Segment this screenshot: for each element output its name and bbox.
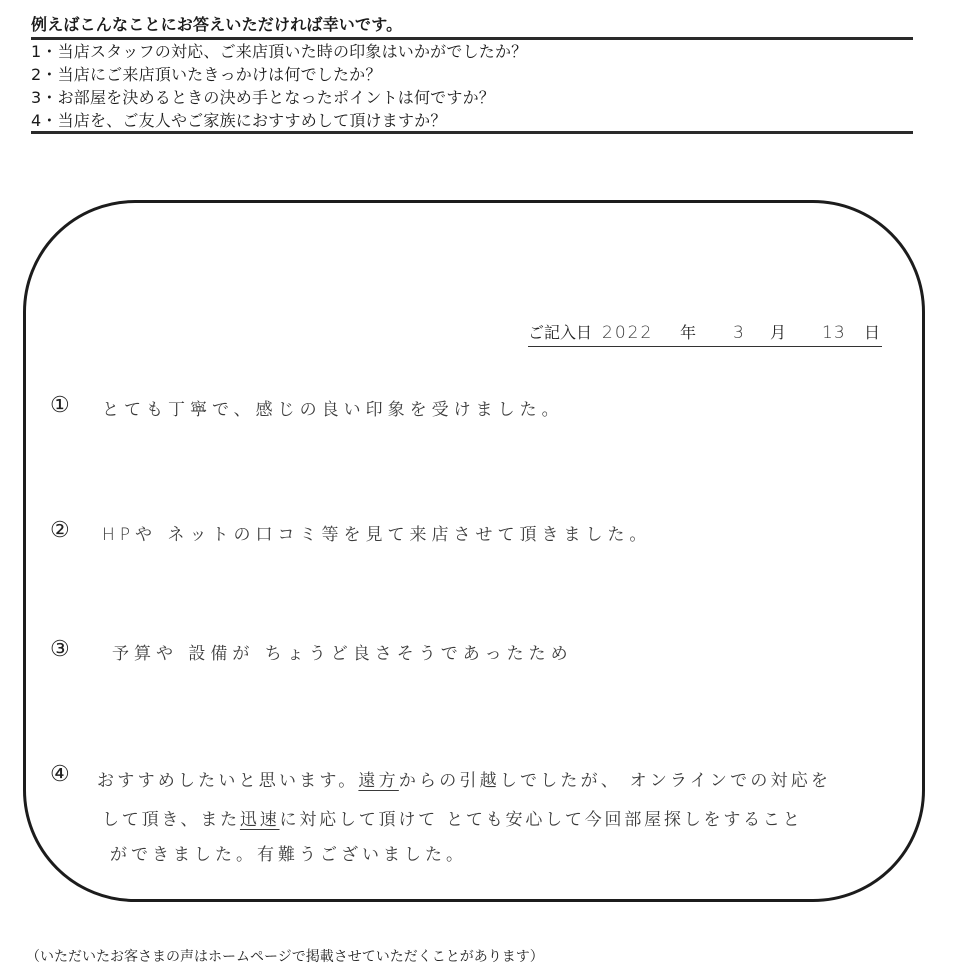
answer-4 [50, 762, 98, 787]
date-entry [528, 320, 882, 347]
question-3: 3・お部屋を決めるときの決め手となったポイントは何ですか？ [31, 88, 495, 107]
answer-number: ② [50, 518, 70, 543]
answer-number: ④ [50, 762, 70, 787]
answer-frame [23, 200, 925, 902]
answer-text: 予算や 設備が ちょうど良さそうであったため [112, 644, 573, 664]
day-unit: 日 [864, 323, 881, 342]
answer-4-line-3: ができました。有難うございました。 [110, 845, 467, 865]
question-2: 2・当店にご来店頂いたきっかけは何でしたか？ [31, 65, 382, 84]
answer-1 [50, 393, 564, 420]
answer-2 [50, 518, 652, 545]
date-day: 13 [822, 323, 846, 343]
footer-note: （いただいたお客さまの声はホームページで掲載させていただくことがあります） [26, 949, 544, 965]
answer-number: ③ [50, 637, 70, 662]
answer-3 [50, 637, 573, 664]
question-1: 1・当店スタッフの対応、ご来店頂いた時の印象はいかがでしたか？ [31, 42, 528, 61]
date-label: ご記入日 [528, 323, 593, 342]
answer-text: HPや ネットの口コミ等を見て来店させて頂きました。 [102, 525, 652, 545]
answer-number: ① [50, 393, 70, 418]
date-month: 3 [733, 323, 749, 343]
answer-4-line-2: して頂き、また迅速に対応して頂けて とても安心して今回部屋探しをすること [102, 810, 803, 830]
answer-4-line-1: おすすめしたいと思います。遠方からの引越しでしたが、 オンラインでの対応を [97, 771, 832, 791]
intro-heading: 例えばこんなことにお答えいただければ幸いです。 [31, 14, 913, 40]
question-4: 4・当店を、ご友人やご家族におすすめして頂けますか？ [31, 109, 913, 134]
date-year: 2022 [602, 323, 654, 343]
year-unit: 年 [680, 323, 697, 342]
answer-text: とても丁寧で、感じの良い印象を受けました。 [102, 400, 564, 420]
questions-header [31, 14, 913, 134]
month-unit: 月 [770, 323, 787, 342]
